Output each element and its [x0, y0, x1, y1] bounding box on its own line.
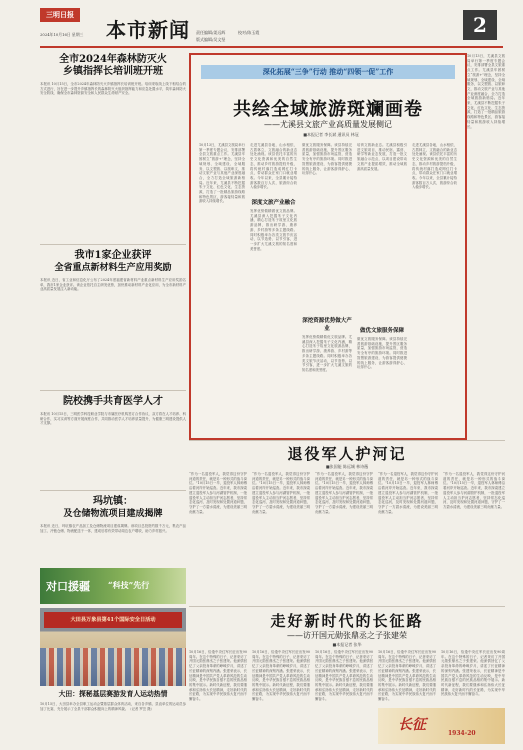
article-body: 本报讯 10月15日，全市2024年森林防灭火乡镇指挥长培训班开班。培训采取线上线下相结合的方式进行，旨在进一步提升乡镇指挥长的森林防灭火组织指挥能力和应急处置水平，筑牢森林防火安全防线，确保全市森林资源安全和人民群众生命财产安全。 [40, 82, 186, 96]
feature-col-text: 发挥优势做精做优文旅品牌。尤溪县深入挖掘朱子文化内涵，精心打造朱子故里文化旅游品牌，推出研学游、康养游、乡村游等多条主题线路。同时积极举办各类文旅节庆活动，以节造势、以节引客，进一步扩大尤溪文旅的知名度和美誉度。 [250, 209, 297, 251]
feature-col-text: 走进尤溪县各地，山水相依、古厝林立，文旅融合的新业态处处涌现。该县依托丰富的历史文化资源和优美的自然生态，推动乡村旅游提档升级，将传统村落打造成网红打卡点，带动群众在家门口就业增收。今年以来，全县累计接待游客数百万人次，旅游综合收入稳步增长。 [250, 143, 297, 190]
right-column-text: 10月13日，尤溪县文旅局举行第一季度专题会议，安排部署全县文旅重点工作。尤溪县牢固树立“旅游+”理念，坚持全域规划、全域建设、全域服务，以文塑旅、以旅彰文，推动文旅产业与其他产业深度融合，全力打造全域旅游新格局。近年来，尤溪县不断挖掘朱子文化、红色文化、生态资源，打造了一批精品旅游线路和特色景区，游客接待量和旅游收入持续增长。 [467, 54, 505, 129]
article-body: 本报讯 近日，玛坑镇农产品加工及仓储物流项目建成揭牌。该项目总投资约数千万元，集农产品加工、冷链仓储、物流配送于一体，建成后将有效带动周边农户增收，助力乡村振兴。 [40, 524, 186, 533]
retire-byline: ■张国能 陈远城 林诗薇 [325, 464, 369, 469]
feature-banner: 深化拓展“三争”行动 推动“四领一促”工作 [201, 65, 455, 79]
photo-people [40, 648, 186, 686]
long-march-col3: 10月16日，恰逢中央红军长征出发90周年。在这个特殊的日子，记者采访了开国元勋张鼎丞之子张建荣。他深情回忆了父亲投身革命的峥嵘岁月，讲述了长征精神的深刻内涵。张建荣表示，长征精神是中国共产党人革命风范的生动反映，是中华民族自强不息的民族品格的集中展示。新时代新征程，我们要继承和弘扬伟大长征精神，走好新时代的长征路，为实现中华民族伟大复兴而不懈奋斗。 [315, 650, 373, 702]
masthead [40, 8, 510, 46]
photo-xinjiang [40, 568, 186, 604]
feature-section-head: 深度文旅产业融合 [251, 200, 296, 206]
feature-col-text: 培育文旅新业态。尤溪县积极引进文旅项目，推动民宿、露营、研学等新业态发展，打造一批文旅融合示范点，以项目建设带动文旅产业提质增效，推动全域旅游高质量发展。 [357, 143, 407, 171]
newspaper-logo: 三明日报 [40, 8, 80, 22]
feature-col [302, 143, 352, 429]
retire-body-col3: “作为一名退役军人，我觉得这份守护河道的责任，就是另一种形式的战斗岗位。”10月15日一早，退役军人林师傅沿着河岸开始巡查。近年来，我市探索建立退役军人参与河湖管护机制，一批退役军人主动担当护河志愿者，坚持常态化巡河，及时发现和处置河道问题，守护了一方碧水清流，为建设美丽三明贡献力量。 [315, 472, 373, 514]
divider [40, 244, 186, 245]
divider [189, 440, 505, 441]
page-number: 2 [463, 10, 497, 40]
article-title: 院校携手共育医学人才 [63, 396, 163, 407]
photo-caption-sub: “科技”先行 [108, 580, 150, 590]
datian-headline: 大田：探秘基层赛游发育人运动热情 [58, 690, 168, 698]
feature-col-text: 做优文旅服务保障。该县持续完善旅游基础设施，提升景区服务质量，加强旅游市场监管，营造安全有序的旅游环境。同时推进智慧旅游建设，为游客提供便捷的线上服务，让游客游得舒心、玩得开心。 [302, 143, 352, 176]
ad-years: 1934-20 [448, 730, 476, 737]
photo-banner: 大田县万象县第41个国际安全日活动 [44, 612, 182, 628]
editor-line: 责任编辑/姜远辉 [196, 30, 226, 35]
article-medical-talent [40, 396, 186, 488]
article-subtitle: 全省重点新材料生产应用奖励 [54, 263, 172, 273]
masthead-rule [40, 46, 503, 48]
long-march-byline: ■本报记者 张华 [332, 642, 362, 647]
long-march-col5: 10月16日，恰逢中央红军长征出发90周年。在这个特殊的日子，记者采访了开国元勋张鼎丞之子张建荣。他深情回忆了父亲投身革命的峥嵘岁月，讲述了长征精神的深刻内涵。张建荣表示，长征精神是中国共产党人革命风范的生动反映，是中华民族自强不息的民族品格的集中展示。新时代新征程，我们要继承和弘扬伟大长征精神，走好新时代的长征路，为实现中华民族伟大复兴而不懈奋斗。 [441, 650, 505, 697]
feature-col-text: 发挥优势做精做优文旅品牌。尤溪县深入挖掘朱子文化内涵，精心打造朱子故里文化旅游品牌，推出研学游、康养游、乡村游等多条主题线路。同时积极举办各类文旅节庆活动，以节造势、以节引客，进一步扩大尤溪文旅的知名度和美誉度。 [302, 335, 352, 372]
date-line: 2024年10月16日 星期三 [40, 32, 84, 37]
retire-body-col4: “作为一名退役军人，我觉得这份守护河道的责任，就是另一种形式的战斗岗位。”10月15日一早，退役军人林师傅沿着河岸开始巡查。近年来，我市探索建立退役军人参与河湖管护机制，一批退役军人主动担当护河志愿者，坚持常态化巡河，及时发现和处置河道问题，守护了一方碧水清流，为建设美丽三明贡献力量。 [378, 472, 438, 514]
proof-line: 校对/陈玉霞 [238, 30, 260, 35]
article-title: 玛坑镇： [93, 496, 133, 507]
article-body: 本报讯 10月15日，三明医学科技职业学院与市属医疗机构签订合作协议，双方将在人才培养、科研合作、实习实训等方面开展深度合作，共同推动医学人才培养质量提升，为健康三明建设提供人才支撑。 [40, 412, 186, 426]
feature-box [189, 53, 467, 440]
feature-headline: 共绘全域旅游斑斓画卷 [233, 99, 423, 120]
feature-section-head: 做优文旅服务保障 [359, 328, 404, 334]
left-column [40, 54, 186, 564]
layout-editor-line: 版式编辑/吴文坚 [196, 37, 226, 42]
feature-col [250, 143, 297, 429]
datian-body: 10月15日，大田县举办全县职工运动会暨基层群众体育活动，来自各乡镇、县直单位的运动员参加了比赛，充分展示了全县干部群众积极向上的精神风貌。（记者 罗芸 摄） [40, 702, 186, 711]
long-march-headline: 走好新时代的长征路 [270, 612, 424, 630]
long-march-col1: 10月16日，恰逢中央红军长征出发90周年。在这个特殊的日子，记者采访了开国元勋张鼎丞之子张建荣。他深情回忆了父亲投身革命的峥嵘岁月，讲述了长征精神的深刻内涵。张建荣表示，长征精神是中国共产党人革命风范的生动反映，是中华民族自强不息的民族品格的集中展示。新时代新征程，我们要继承和弘扬伟大长征精神，走好新时代的长征路，为实现中华民族伟大复兴而不懈奋斗。 [189, 650, 247, 702]
feature-col: 走进尤溪县各地，山水相依、古厝林立，文旅融合的新业态处处涌现。该县依托丰富的历史文化资源和优美的自然生态，推动乡村旅游提档升级，将传统村落打造成网红打卡点，带动群众在家门口就业增收。今年以来，全县累计接待游客数百万人次，旅游综合收入稳步增长。 [412, 143, 457, 190]
retire-headline: 退役军人护河记 [287, 445, 407, 463]
divider [40, 490, 186, 491]
article-title: 全市2024年森林防灭火 [59, 54, 167, 65]
long-march-col2: 10月16日，恰逢中央红军长征出发90周年。在这个特殊的日子，记者采访了开国元勋张鼎丞之子张建荣。他深情回忆了父亲投身革命的峥嵘岁月，讲述了长征精神的深刻内涵。张建荣表示，长征精神是中国共产党人革命风范的生动反映，是中华民族自强不息的民族品格的集中展示。新时代新征程，我们要继承和弘扬伟大长征精神，走好新时代的长征路，为实现中华民族伟大复兴而不懈奋斗。 [252, 650, 310, 702]
article-subtitle: 及仓储物流项目建成揭牌 [63, 509, 163, 519]
divider [189, 606, 505, 607]
ad-text: 长征 [398, 717, 426, 733]
retire-body-col1: “作为一名退役军人，我觉得这份守护河道的责任，就是另一种形式的战斗岗位。”10月15日一早，退役军人林师傅沿着河岸开始巡查。近年来，我市探索建立退役军人参与河湖管护机制，一批退役军人主动担当护河志愿者，坚持常态化巡河，及时发现和处置河道问题，守护了一方碧水清流，为建设美丽三明贡献力量。 [189, 472, 247, 514]
divider [40, 390, 186, 391]
article-forest-fire [40, 54, 186, 240]
feature-subhead: ——尤溪县文旅产业高质量发展侧记 [264, 120, 392, 129]
article-title: 我市1家企业获评 [74, 250, 152, 261]
photo-datian [40, 608, 186, 686]
feature-col: 10月13日，尤溪县文旅局举行第一季度专题会议，安排部署全县文旅重点工作。尤溪县牢固树立“旅游+”理念，坚持全域规划、全域建设、全域服务，以文塑旅、以旅彰文，推动文旅产业与其他产业深度融合，全力打造全域旅游新格局。近年来，尤溪县不断挖掘朱子文化、红色文化、生态资源，打造了一批精品旅游线路和特色景区，游客接待量和旅游收入持续增长。 [199, 143, 245, 204]
feature-col [357, 143, 407, 429]
feature-section-head: 深挖资源优势做大产业 [302, 318, 352, 332]
article-body: 本报讯 近日，省工业和信息化厅公布了2024年度福建省新材料产业重点新材料生产应用奖励名单，我市1家企业获评。该企业依托自主研发优势，加快推动新材料产业化应用，为全市新材料产业高质量发展注入新动能。 [40, 278, 186, 292]
article-subtitle: 乡镇指挥长培训班开班 [63, 66, 163, 77]
photo-caption-title: 对口援疆 [46, 580, 90, 593]
feature-byline: ■本报记者 李长斌 通讯员 林冠 [303, 132, 359, 137]
retire-body-col5: “作为一名退役军人，我觉得这份守护河道的责任，就是另一种形式的战斗岗位。”10月15日一早，退役军人林师傅沿着河岸开始巡查。近年来，我市探索建立退役军人参与河湖管护机制，一批退役军人主动担当护河志愿者，坚持常态化巡河，及时发现和处置河道问题，守护了一方碧水清流，为建设美丽三明贡献力量。 [443, 472, 505, 509]
long-march-col4: 10月16日，恰逢中央红军长征出发90周年。在这个特殊的日子，记者采访了开国元勋张鼎丞之子张建荣。他深情回忆了父亲投身革命的峥嵘岁月，讲述了长征精神的深刻内涵。张建荣表示，长征精神是中国共产党人革命风范的生动反映，是中华民族自强不息的民族品格的集中展示。新时代新征程，我们要继承和弘扬伟大长征精神，走好新时代的长征路，为实现中华民族伟大复兴而不懈奋斗。 [378, 650, 436, 702]
long-march-ad [378, 708, 505, 744]
long-march-subhead: ——访开国元勋张鼎丞之子张建荣 [287, 631, 407, 640]
retire-body-col2: “作为一名退役军人，我觉得这份守护河道的责任，就是另一种形式的战斗岗位。”10月15日一早，退役军人林师傅沿着河岸开始巡查。近年来，我市探索建立退役军人参与河湖管护机制，一批退役军人主动担当护河志愿者，坚持常态化巡河，及时发现和处置河道问题，守护了一方碧水清流，为建设美丽三明贡献力量。 [252, 472, 310, 514]
section-title: 本市新闻 [106, 18, 190, 42]
article-new-material [40, 250, 186, 382]
feature-col-text: 做优文旅服务保障。该县持续完善旅游基础设施，提升景区服务质量，加强旅游市场监管，营造安全有序的旅游环境。同时推进智慧旅游建设，为游客提供便捷的线上服务，让游客游得舒心、玩得开心。 [357, 337, 407, 370]
